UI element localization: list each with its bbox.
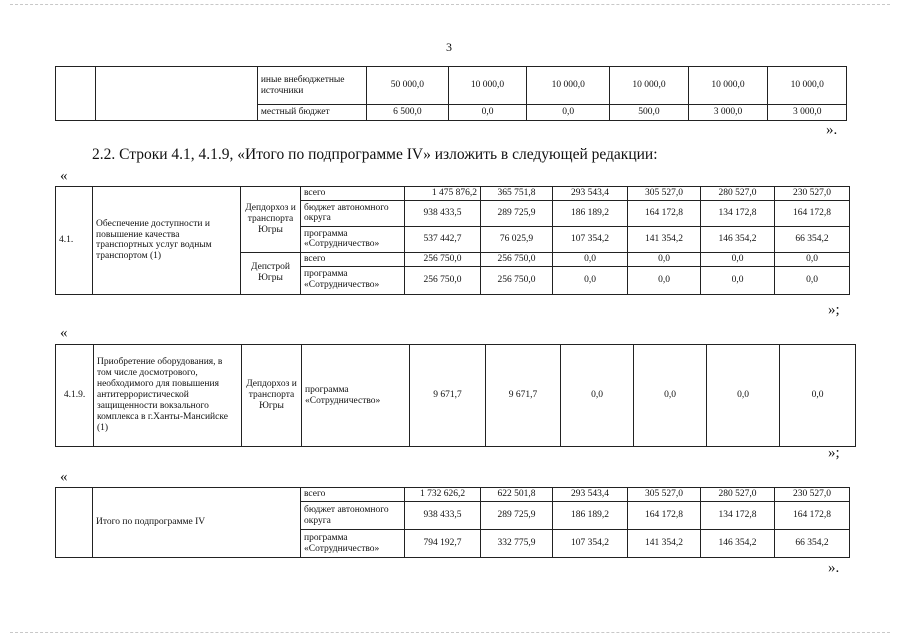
value-cell: 9 671,7 (410, 345, 486, 447)
source-cell: программа «Сотрудничество» (302, 345, 410, 447)
source-cell: всего (301, 488, 405, 502)
name-cell (96, 67, 257, 121)
close-quote: »; (828, 302, 840, 318)
value-cell: 3 000,0 (768, 105, 847, 121)
value-cell: 107 354,2 (553, 530, 628, 558)
source-cell: всего (301, 252, 405, 266)
value-cell: 230 527,0 (775, 187, 850, 201)
row-number: 4.1. (56, 187, 93, 295)
close-quote: ». (828, 560, 840, 576)
close-quote: »; (828, 445, 840, 461)
value-cell: 332 775,9 (481, 530, 553, 558)
source-cell: программа «Сотрудничество» (301, 266, 405, 294)
num-cell (56, 67, 96, 121)
value-cell: 256 750,0 (405, 252, 481, 266)
page-number: 3 (446, 40, 452, 54)
value-cell: 0,0 (701, 252, 775, 266)
value-cell: 164 172,8 (628, 502, 701, 530)
value-cell: 365 751,8 (481, 187, 553, 201)
value-cell: 164 172,8 (628, 200, 701, 226)
row-name: Итого по подпрограмме IV (93, 488, 301, 558)
value-cell: 141 354,2 (628, 530, 701, 558)
table-total (55, 487, 850, 558)
table-4-1-9 (55, 344, 856, 447)
row-number: 4.1.9. (56, 345, 94, 447)
source-cell: программа «Сотрудничество» (301, 226, 405, 252)
value-cell: 66 354,2 (775, 226, 850, 252)
value-cell: 305 527,0 (628, 187, 701, 201)
value-cell: 280 527,0 (701, 488, 775, 502)
open-quote: « (60, 469, 68, 485)
row-name: Обеспечение доступности и повышение качества транспортных услуг водным транспортом (1) (93, 187, 241, 295)
value-cell: 0,0 (707, 345, 780, 447)
source-cell: всего (301, 187, 405, 201)
value-cell: 0,0 (448, 105, 527, 121)
scan-edge-top (10, 4, 890, 6)
close-quote: ». (826, 122, 838, 138)
value-cell: 134 172,8 (701, 200, 775, 226)
value-cell: 0,0 (527, 105, 610, 121)
value-cell: 289 725,9 (481, 502, 553, 530)
value-cell: 0,0 (780, 345, 856, 447)
table-4-1 (55, 186, 850, 295)
value-cell: 256 750,0 (481, 266, 553, 294)
value-cell: 938 433,5 (405, 200, 481, 226)
source-cell: иные внебюджетные источники (257, 67, 366, 105)
value-cell: 141 354,2 (628, 226, 701, 252)
row-number (56, 488, 93, 558)
value-cell: 76 025,9 (481, 226, 553, 252)
executor-cell: Депстрой Югры (241, 252, 301, 294)
value-cell: 146 354,2 (701, 530, 775, 558)
value-cell: 10 000,0 (527, 67, 610, 105)
table-row (56, 67, 847, 105)
value-cell: 10 000,0 (768, 67, 847, 105)
value-cell: 0,0 (553, 266, 628, 294)
open-quote: « (60, 168, 68, 184)
value-cell: 164 172,8 (775, 200, 850, 226)
value-cell: 0,0 (553, 252, 628, 266)
value-cell: 289 725,9 (481, 200, 553, 226)
value-cell: 938 433,5 (405, 502, 481, 530)
value-cell: 3 000,0 (688, 105, 768, 121)
value-cell: 0,0 (628, 252, 701, 266)
value-cell: 146 354,2 (701, 226, 775, 252)
value-cell: 1 732 626,2 (405, 488, 481, 502)
value-cell: 305 527,0 (628, 488, 701, 502)
value-cell: 0,0 (628, 266, 701, 294)
table-row (56, 187, 850, 201)
value-cell: 134 172,8 (701, 502, 775, 530)
value-cell: 280 527,0 (701, 187, 775, 201)
value-cell: 537 442,7 (405, 226, 481, 252)
value-cell: 1 475 876,2 (405, 187, 481, 201)
value-cell: 622 501,8 (481, 488, 553, 502)
row-name: Приобретение оборудования, в том числе досмотрового, необходимого для повышения антитеррористической защищенности вокзального комплекса в г.Ханты-Мансийске (1) (94, 345, 242, 447)
amendment-heading: 2.2. Строки 4.1, 4.1.9, «Итого по подпрограмме IV» изложить в следующей редакции: (92, 146, 658, 163)
value-cell: 0,0 (634, 345, 707, 447)
value-cell: 0,0 (561, 345, 634, 447)
source-cell: местный бюджет (257, 105, 366, 121)
source-cell: бюджет автономного округа (301, 502, 405, 530)
open-quote: « (60, 325, 68, 341)
source-cell: бюджет автономного округа (301, 200, 405, 226)
value-cell: 10 000,0 (448, 67, 527, 105)
value-cell: 500,0 (610, 105, 689, 121)
value-cell: 164 172,8 (775, 502, 850, 530)
value-cell: 0,0 (775, 252, 850, 266)
value-cell: 10 000,0 (610, 67, 689, 105)
table-row (56, 345, 856, 447)
value-cell: 6 500,0 (366, 105, 448, 121)
value-cell: 230 527,0 (775, 488, 850, 502)
value-cell: 10 000,0 (688, 67, 768, 105)
executor-cell: Депдорхоз и транспорта Югры (242, 345, 302, 447)
value-cell: 256 750,0 (481, 252, 553, 266)
value-cell: 256 750,0 (405, 266, 481, 294)
top-table (55, 66, 847, 121)
value-cell: 107 354,2 (553, 226, 628, 252)
value-cell: 66 354,2 (775, 530, 850, 558)
value-cell: 0,0 (701, 266, 775, 294)
value-cell: 293 543,4 (553, 488, 628, 502)
scan-edge-bottom (10, 632, 890, 634)
value-cell: 186 189,2 (553, 200, 628, 226)
value-cell: 9 671,7 (486, 345, 561, 447)
value-cell: 794 192,7 (405, 530, 481, 558)
value-cell: 293 543,4 (553, 187, 628, 201)
value-cell: 0,0 (775, 266, 850, 294)
value-cell: 186 189,2 (553, 502, 628, 530)
table-row (56, 488, 850, 502)
executor-cell: Депдорхоз и транспорта Югры (241, 187, 301, 253)
value-cell: 50 000,0 (366, 67, 448, 105)
source-cell: программа «Сотрудничество» (301, 530, 405, 558)
